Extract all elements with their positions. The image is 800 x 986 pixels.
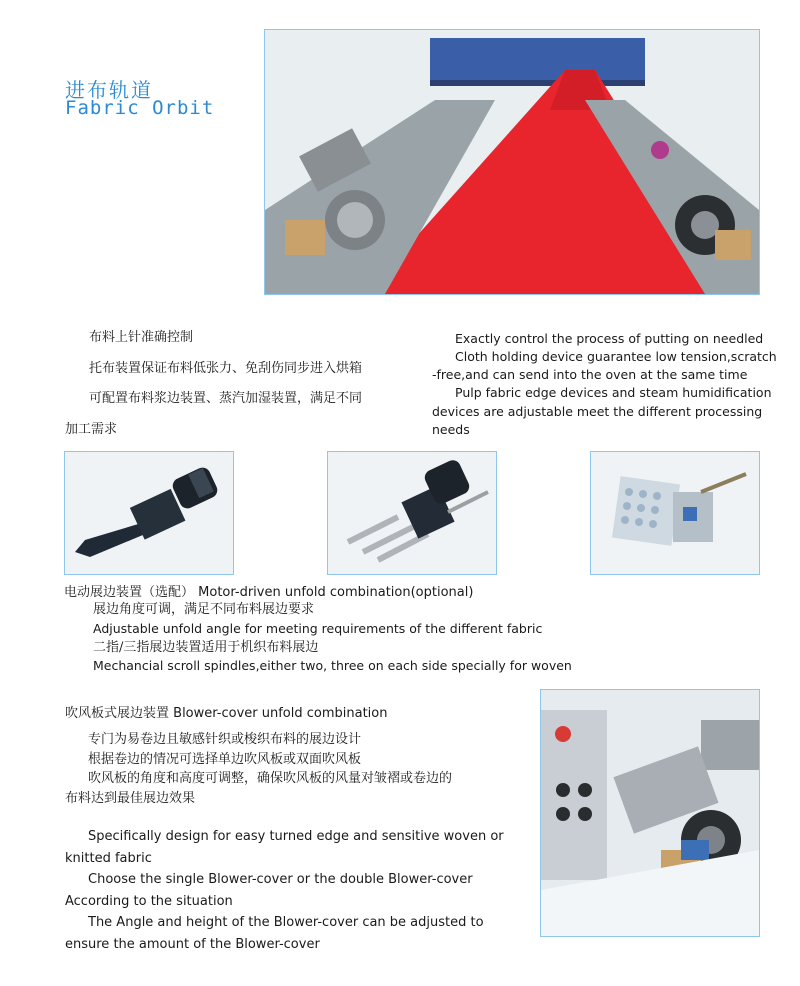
two-finger-spindle-photo [64,451,234,575]
blower-cover-photo [540,689,760,937]
section1-en-line: Pulp fabric edge devices and steam humidification [455,385,772,401]
section1-en-line: -free,and can send into the oven at the same time [432,367,748,383]
section2-title-cn: 电动展边装置（选配） [64,585,195,600]
section3-en-line: According to the situation [65,893,233,909]
section3-cn-line: 布料达到最佳展边效果 [65,790,196,806]
section3-title-en: Blower-cover unfold combination [173,706,388,721]
section3-en-line: ensure the amount of the Blower-cover [65,936,320,952]
page-title-cn: 进布轨道 [65,78,153,102]
section3-en-line: The Angle and height of the Blower-cover can be adjusted to [88,915,484,930]
section1-en-line: needs [432,421,470,437]
section3-cn-line: 根据卷边的情况可选择单边吹风板或双面吹风板 [88,751,362,767]
section3-title [65,704,388,724]
section1-en-line: devices are adjustable meet the different processing [432,403,763,419]
blower-plate-photo [590,451,760,575]
section3-cn-text [65,730,452,808]
section3-en-line: Choose the single Blower-cover or the double Blower-cover [88,872,473,887]
section2-line: Adjustable unfold angle for meeting requirements of the different fabric [93,620,543,636]
section2-text [93,600,572,675]
section1-cn-line: 可配置布料浆边装置、蒸汽加湿装置，满足不同 [89,391,363,406]
section1-cn-line: 布料上针准确控制 [89,330,194,345]
section1-cn-line: 托布装置保证布料低张力、免刮伤同步进入烘箱 [89,360,363,376]
section1-cn-line: 加工需求 [65,421,118,437]
page-title-en: Fabric Orbit [65,97,215,119]
three-finger-spindle-photo [327,451,497,575]
section2-line: Mechancial scroll spindles,either two, three on each side specially for woven [93,658,572,674]
section3-cn-line: 吹风板的角度和高度可调整，确保吹风板的风量对皱褶或卷边的 [88,771,453,786]
section3-en-text [65,826,504,955]
section3-en-line: knitted fabric [65,850,152,866]
section2-title-en: Motor-driven unfold combination(optional) [198,585,474,600]
section3-en-line: Specifically design for easy turned edge and sensitive woven or [88,829,504,844]
section1-en-line: Exactly control the process of putting on needled [455,331,764,346]
section1-en-line: Cloth holding device guarantee low tension,scratch [455,349,777,365]
fabric-orbit-photo [264,29,760,295]
section2-line: 展边角度可调，满足不同布料展边要求 [93,602,315,617]
section1-cn-text [65,328,362,439]
section3-title-cn: 吹风板式展边装置 [65,706,170,721]
section2-line: 二指/三指展边装置适用于机织布料展边 [93,639,319,655]
section3-cn-line: 专门为易卷边且敏感针织或梭织布料的展边设计 [88,732,362,747]
section1-en-text [432,330,777,439]
